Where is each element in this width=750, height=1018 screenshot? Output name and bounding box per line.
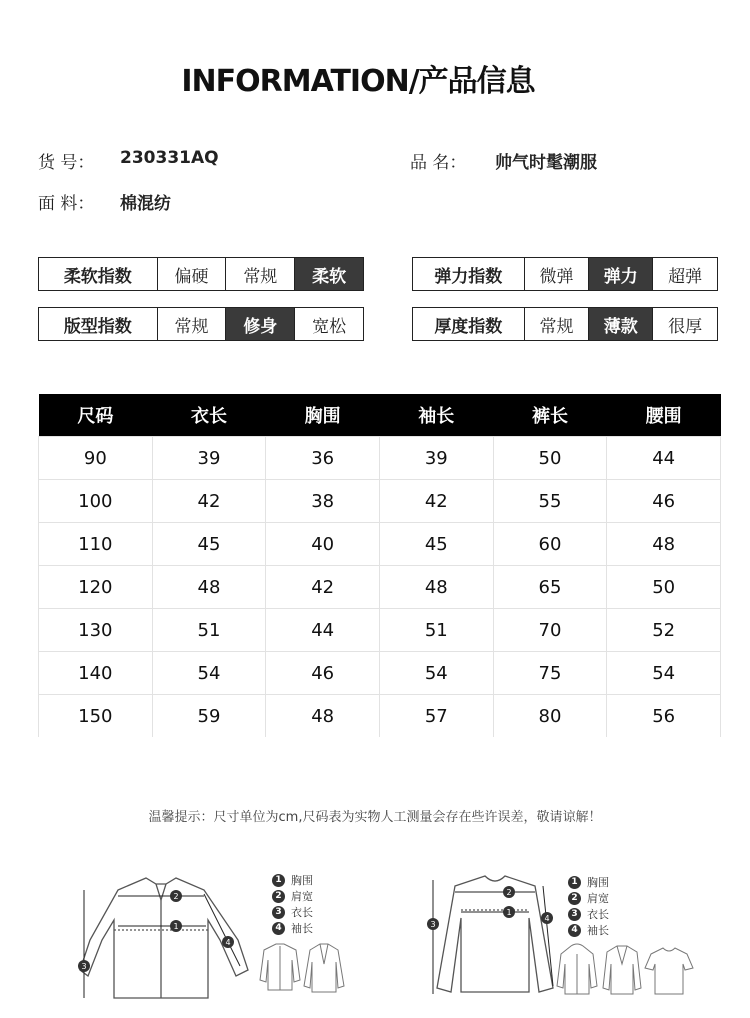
- legend-item: 1 胸围: [568, 874, 609, 890]
- table-cell: 59: [152, 695, 266, 738]
- top-icons: [555, 942, 695, 997]
- table-cell: 45: [152, 523, 266, 566]
- fit-option: 宽松: [294, 308, 363, 340]
- table-cell: 54: [379, 652, 493, 695]
- fabric-label: 面 料：: [38, 194, 95, 214]
- thickness-option: 常规: [524, 308, 589, 340]
- svg-text:1: 1: [173, 922, 179, 931]
- legend-left: [272, 872, 313, 936]
- table-cell: 36: [266, 437, 380, 480]
- thickness-label: 厚度指数: [434, 316, 503, 337]
- table-cell: 75: [493, 652, 607, 695]
- table-cell: 57: [379, 695, 493, 738]
- svg-text:2: 2: [173, 892, 179, 901]
- table-cell: 130: [39, 609, 153, 652]
- item-no-value: 230331AQ: [120, 148, 219, 168]
- elasticity-option: 超弹: [652, 258, 717, 290]
- table-cell: 56: [607, 695, 721, 738]
- table-cell: 140: [39, 652, 153, 695]
- thickness-index: [412, 307, 718, 341]
- legend-right: [568, 874, 609, 938]
- legend-item: 4 袖长: [272, 920, 313, 936]
- col-header: 腰围: [607, 394, 721, 437]
- table-row: [39, 695, 721, 738]
- sweater-diagram-icon: [425, 868, 565, 1003]
- softness-label: 柔软指数: [63, 266, 132, 287]
- table-cell: 80: [493, 695, 607, 738]
- size-table-header: [39, 394, 721, 437]
- table-cell: 48: [266, 695, 380, 738]
- softness-option: 柔软: [294, 258, 363, 290]
- legend-item: 1 胸围: [272, 872, 313, 888]
- table-cell: 38: [266, 480, 380, 523]
- svg-text:1: 1: [506, 908, 512, 917]
- table-cell: 120: [39, 566, 153, 609]
- table-cell: 54: [607, 652, 721, 695]
- fit-label: 版型指数: [63, 316, 132, 337]
- name-label: 品 名：: [410, 153, 467, 173]
- jacket-icons: [258, 940, 348, 995]
- table-cell: 44: [607, 437, 721, 480]
- legend-item: 4 袖长: [568, 922, 609, 938]
- softness-option: 偏硬: [157, 258, 226, 290]
- table-cell: 46: [607, 480, 721, 523]
- elasticity-option: 微弹: [524, 258, 589, 290]
- item-no-label: 货 号：: [38, 153, 95, 173]
- elasticity-index: [412, 257, 718, 291]
- cardigan-icon: [603, 946, 641, 994]
- svg-text:4: 4: [544, 914, 550, 923]
- legend-item: 2 肩宽: [272, 888, 313, 904]
- legend-item: 3 衣长: [568, 906, 609, 922]
- fit-index: [38, 307, 364, 341]
- svg-text:3: 3: [81, 962, 87, 971]
- table-cell: 55: [493, 480, 607, 523]
- table-cell: 48: [152, 566, 266, 609]
- measurement-note: 温馨提示：尺寸单位为cm,尺码表为实物人工测量会存在些许误差，敬请谅解！: [148, 810, 602, 825]
- table-cell: 50: [493, 437, 607, 480]
- elasticity-option: 弹力: [588, 258, 652, 290]
- fit-option: 修身: [225, 308, 294, 340]
- table-cell: 44: [266, 609, 380, 652]
- elasticity-label: 弹力指数: [434, 266, 503, 287]
- fit-option: 常规: [157, 308, 226, 340]
- col-header: 裤长: [493, 394, 607, 437]
- table-cell: 70: [493, 609, 607, 652]
- table-cell: 39: [152, 437, 266, 480]
- table-row: [39, 609, 721, 652]
- table-cell: 110: [39, 523, 153, 566]
- table-row: [39, 652, 721, 695]
- table-row: [39, 566, 721, 609]
- table-cell: 51: [379, 609, 493, 652]
- table-cell: 50: [607, 566, 721, 609]
- table-cell: 100: [39, 480, 153, 523]
- col-header: 袖长: [379, 394, 493, 437]
- table-row: [39, 523, 721, 566]
- table-row: [39, 437, 721, 480]
- table-cell: 90: [39, 437, 153, 480]
- col-header: 尺码: [39, 394, 153, 437]
- table-cell: 40: [266, 523, 380, 566]
- blazer-icon: [304, 944, 344, 992]
- table-cell: 42: [379, 480, 493, 523]
- col-header: 胸围: [266, 394, 380, 437]
- table-cell: 65: [493, 566, 607, 609]
- thickness-option: 很厚: [652, 308, 717, 340]
- svg-text:4: 4: [225, 938, 231, 947]
- table-cell: 39: [379, 437, 493, 480]
- table-cell: 54: [152, 652, 266, 695]
- table-cell: 48: [607, 523, 721, 566]
- table-cell: 60: [493, 523, 607, 566]
- table-cell: 51: [152, 609, 266, 652]
- size-table: [38, 394, 721, 737]
- page-title: INFORMATION/产品信息: [181, 64, 535, 99]
- table-cell: 150: [39, 695, 153, 738]
- table-cell: 45: [379, 523, 493, 566]
- softness-option: 常规: [225, 258, 294, 290]
- thickness-option: 薄款: [588, 308, 652, 340]
- softness-index: [38, 257, 364, 291]
- table-row: [39, 480, 721, 523]
- legend-item: 3 衣长: [272, 904, 313, 920]
- tshirt-icon: [645, 948, 693, 994]
- svg-text:3: 3: [430, 920, 436, 929]
- table-cell: 46: [266, 652, 380, 695]
- shirt-diagram-icon: [78, 870, 268, 1005]
- table-cell: 48: [379, 566, 493, 609]
- table-cell: 42: [152, 480, 266, 523]
- table-cell: 52: [607, 609, 721, 652]
- svg-text:2: 2: [506, 888, 512, 897]
- table-cell: 42: [266, 566, 380, 609]
- fabric-value: 棉混纺: [120, 194, 171, 214]
- legend-item: 2 肩宽: [568, 890, 609, 906]
- name-value: 帅气时髦潮服: [495, 153, 597, 173]
- col-header: 衣长: [152, 394, 266, 437]
